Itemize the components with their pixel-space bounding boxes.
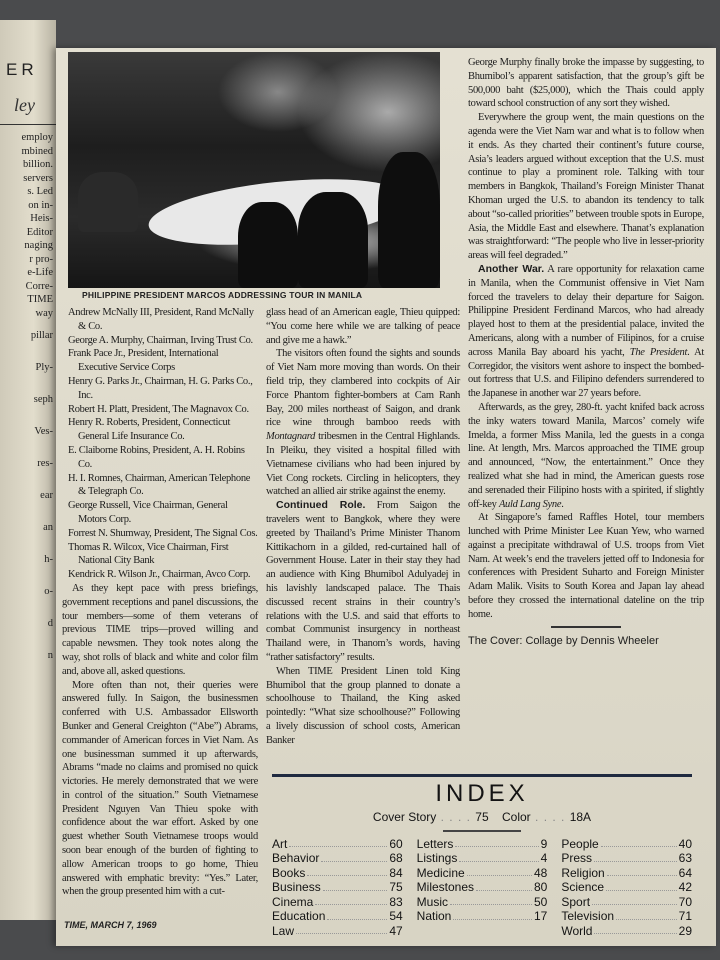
tour-member: Thomas R. Wilcox, Vice Chairman, First National City Bank (68, 541, 229, 567)
index-entry (272, 924, 403, 939)
paragraph: Everywhere the group went, the main questions on the agenda were the Viet Nam war and what is to follow when it ends. As they charted their continent’s future course, Asia’s leaders argued without exception that the U.S. must continue to play a prominent role. Talking with tour members in Bangkok, Thailand’s Foreign Minister Thanat Khoman urged the U.S. to abandon its tendency to talk about “so-called priorities” between trouble spots in Europe, Asia, the Middle East and elsewhere. Thanat’s explanation was straightforward: “The people who live in lesser-priority areas will feel degraded.” (468, 112, 704, 262)
index-section: Cinema (272, 894, 314, 909)
index-page-number: 64 (678, 865, 693, 880)
leader-dots (601, 837, 677, 848)
index-entry (272, 880, 403, 895)
magazine-page (56, 48, 716, 946)
text: The visitors often found the sights and sounds of Viet Nam more moving than words. On their field trip, they clambered into cockpits of Air Force Phantom fighter-bombers at Cam Ranh Bay, 200 miles northeast of Saigon, and drank rice wine through bamboo reeds with (266, 348, 460, 429)
index-section: Art (272, 836, 288, 851)
cover-story-page: 75 (475, 810, 489, 824)
index-page-number: 60 (389, 836, 403, 851)
index-section: Education (272, 909, 326, 923)
facing-page-text: h- (44, 554, 53, 565)
facing-page-text: way (35, 307, 53, 319)
index-entry (417, 895, 548, 910)
leader-dots (450, 895, 532, 906)
color-label: Color (502, 810, 531, 824)
tour-member: H. I. Romnes, Chairman, American Telephone & Telegraph Co. (68, 472, 251, 498)
facing-page-text: r pro- (29, 253, 53, 265)
paragraph: George Murphy finally broke the impasse by suggesting, to Bhumibol’s apparent satisfaction, that the group’s gift be 500,000 baht ($25,000), which the Thais could apply toward school construction of any sort they wished. (468, 57, 704, 110)
index-page-number: 70 (678, 894, 693, 909)
photo-marcos-addressing-tour (68, 52, 440, 288)
tour-member: Forrest N. Shumway, President, The Signal Cos. (68, 527, 258, 539)
text: A rare opportunity for relaxation came in Manila, when the Communist offensive in Viet Nam forced the travelers to delay their departure for Saigon. Philippine President Ferdinand Marcos, who had already played host to them at the presidential palace, invited the Americans, along with a number of Filipinos, for a cruise across Manila Bay aboard his yacht, (468, 263, 704, 358)
index-entry (272, 909, 403, 924)
index-section: Milestones (416, 880, 475, 894)
index-section: Business (272, 880, 321, 894)
leader-dots (315, 895, 387, 906)
index-page-number: 71 (678, 909, 693, 923)
index-entry (561, 851, 692, 866)
index-entry (417, 880, 548, 895)
index-page-number: 9 (540, 836, 548, 851)
facing-page-signature: ley (14, 95, 35, 115)
facing-page (0, 20, 56, 920)
photo-figure (378, 152, 440, 288)
index-section: Music (416, 894, 449, 909)
cover-story-label: Cover Story (372, 810, 437, 824)
tour-member: Henry G. Parks Jr., Chairman, H. G. Parks Co., Inc. (68, 375, 253, 401)
leader-dots (323, 880, 388, 891)
photo-figure (78, 172, 138, 232)
tour-member: Henry R. Roberts, President, Connecticut General Life Insurance Co. (68, 417, 231, 443)
tour-member: George A. Murphy, Chairman, Irving Trust Co. (68, 334, 253, 346)
facing-page-text: ear (40, 490, 53, 501)
index-grid (272, 837, 692, 939)
index-column (561, 837, 692, 939)
italic-text: Montagnard (266, 431, 316, 443)
tour-member-list (62, 306, 258, 582)
facing-page-text: billion. (22, 159, 53, 170)
facing-page-text: n (47, 650, 53, 661)
tour-member: George Russell, Vice Chairman, General Motors Corp. (68, 500, 228, 525)
page-footer: TIME, MARCH 7, 1969 (64, 920, 157, 930)
index-highlights (272, 810, 692, 825)
facing-page-text: on in- (28, 199, 53, 211)
index-entry (272, 837, 403, 852)
leader-dots (616, 909, 677, 920)
index-page-number: 50 (533, 894, 548, 909)
index-rule (272, 774, 692, 777)
index-page-number: 40 (678, 836, 693, 851)
text: Afterwards, as the grey, 280-ft. yacht knifed back across the inky waters toward Manila, Marcos’ comely wife Imelda, a former Miss Manila, led the guests in a conga line. At length, Mrs. Marcos approached the TIME group and announced, “Now, the entertainment.” Once they realized what she had in mind, the American guests rose and serenaded their Filipino hosts with a spirited, if slightly off-key (468, 401, 704, 510)
index-section: Science (561, 880, 605, 894)
leader-dots (606, 880, 677, 891)
index-page-number: 63 (678, 851, 693, 865)
tour-member: E. Claiborne Robins, President, A. H. Robins Co. (68, 444, 245, 470)
italic-text: The President (629, 346, 688, 358)
leader-dots: . . . . (530, 810, 570, 824)
tour-member: Andrew McNally III, President, Rand McNally & Co. (68, 307, 254, 332)
paragraph (266, 347, 460, 499)
leader-dots (476, 880, 532, 891)
leader-dots (592, 895, 677, 906)
paragraph: glass head of an American eagle, Thieu quipped: “You come here while we are talking of peace and give me a hawk.” (266, 307, 460, 346)
leader-dots (594, 851, 677, 862)
index-column (417, 837, 548, 939)
index-entry (272, 866, 403, 881)
color-page: 18A (569, 810, 592, 824)
facing-page-text: TIME (27, 294, 53, 305)
facing-page-text: o- (44, 586, 53, 597)
index-entry (417, 866, 548, 881)
paragraph: At Singapore’s famed Raffles Hotel, tour members lunched with Prime Minister Lee Kuan Yew, who warned against a precipitate withdrawal of U.S. troops from Viet Nam. At week’s end the travelers jetted off to Indonesia for conferences with President Suharto and Foreign Minister Adam Malik. Visits to South Korea and Japan lay ahead before they crossed the international dateline on the trip home. (468, 512, 704, 620)
index-page-number: 68 (389, 851, 403, 865)
index-page-number: 47 (389, 923, 403, 938)
facing-page-text: seph (33, 394, 53, 405)
index-page-number: 4 (540, 851, 548, 865)
paragraph (468, 401, 704, 511)
photo-caption: PHILIPPINE PRESIDENT MARCOS ADDRESSING TOUR IN MANILA (82, 290, 363, 300)
text: tribesmen in the Central Highlands. In Pleiku, they visited a hospital filled with Vietnamese civilians who had been injured by Viet Cong rockets. Circling in helicopters, they watched an allied air strike against the enemy. (266, 431, 460, 498)
paragraph (266, 499, 460, 665)
index-title: INDEX (435, 780, 529, 807)
facing-page-text: Heis- (30, 213, 53, 224)
cover-credit: The Cover: Collage by Dennis Wheeler (468, 634, 659, 647)
index-section: Press (561, 851, 593, 865)
facing-page-text: employ (21, 132, 53, 143)
paragraph: As they kept pace with press briefings, government receptions and panel discussions, the tour members—some of them veterans of previous TIME trips—proved willing and capable newsmen. They took notes along the way, shot rolls of black and white and color film and, above all, asked questions. (62, 582, 258, 677)
index-section: Television (561, 909, 615, 923)
facing-page-text: naging (24, 240, 53, 251)
index-page-number: 54 (389, 909, 403, 923)
italic-text: Auld Lang Syne (498, 498, 562, 510)
index-page-number: 83 (389, 894, 403, 909)
photo-figure (238, 202, 298, 288)
leader-dots (327, 909, 387, 920)
facing-page-text: mbined (21, 145, 53, 157)
subhead: Continued Role. (276, 499, 366, 512)
leader-dots (459, 851, 538, 862)
leader-dots (594, 924, 676, 935)
index-entry (561, 880, 692, 895)
index-entry (561, 909, 692, 924)
facing-page-text: s. Led (27, 186, 53, 197)
index-section: Behavior (272, 851, 320, 865)
index-section: Listings (416, 851, 458, 865)
facing-page-text: Editor (26, 226, 53, 238)
index-page-number: 80 (533, 880, 548, 894)
tour-member: Frank Pace Jr., President, International Executive Service Corps (68, 348, 219, 374)
index-section: Law (272, 923, 295, 938)
paragraph: When TIME President Linen told King Bhumibol that the group planned to donate a schoolhouse to Thailand, the King asked pointedly: “What size schoolhouse?” Following a lively discussion of school costs, American Banker (266, 665, 460, 746)
tour-member: Kendrick R. Wilson Jr., Chairman, Avco Corp. (68, 569, 251, 581)
leader-dots: . . . . (436, 810, 476, 824)
index-section: Sport (561, 894, 591, 909)
facing-page-text: Ply- (35, 362, 53, 373)
index-section: World (561, 923, 593, 938)
divider (551, 626, 621, 628)
index-section: Nation (416, 909, 452, 923)
leader-dots (453, 909, 532, 920)
index-page-number: 84 (389, 865, 403, 880)
divider (443, 830, 521, 832)
facing-page-text: e-Life (27, 267, 53, 278)
index-page-number: 17 (533, 909, 548, 923)
facing-page-text: pillar (30, 330, 53, 341)
facing-page-header: ER (6, 60, 38, 79)
leader-dots (289, 837, 387, 848)
index-page-number: 48 (533, 865, 548, 880)
index-section: Medicine (416, 865, 465, 880)
leader-dots (296, 924, 387, 935)
leader-dots (307, 866, 387, 877)
leader-dots (321, 851, 387, 862)
tour-member: Robert H. Platt, President, The Magnavox Co. (68, 403, 249, 415)
leader-dots (607, 866, 677, 877)
subhead: Another War. (478, 262, 545, 275)
index-page-number: 42 (678, 880, 693, 894)
paragraph (468, 263, 704, 401)
index-entry (561, 837, 692, 852)
article-column-3 (468, 56, 704, 648)
index-column (272, 837, 403, 939)
facing-page-text: an (43, 522, 53, 533)
facing-page-text: Ves- (34, 426, 53, 437)
divider (0, 124, 56, 125)
index-section: Books (272, 865, 306, 880)
index-entry (561, 924, 692, 939)
facing-page-text: d (47, 618, 53, 629)
index-entry (272, 851, 403, 866)
paragraph: More often than not, their queries were answered fully. In Saigon, the businessmen conferred with U.S. Ambassador Ellsworth Bunker and General Creighton (“Abe”) Abrams, commander of American forces in Viet Nam. As one businessman summed it up afterwards, Abrams “made no claims and promised no quick victories. He merely demonstrated that we were in control of the situation.” South Vietnamese President Nguyen Van Thieu spoke with confidence about the war effort. Asked by one guest whether South Vietnamese troops would soon bear enough of the burden of fighting to allow American troops to go home, Thieu answered with emphatic brevity: “Yes.” Later, when the group presented him with a cut- (62, 679, 258, 898)
photo-figure (298, 192, 368, 288)
index-section: People (561, 836, 599, 851)
facing-page-text: Corre- (25, 280, 53, 292)
index-entry (417, 837, 548, 852)
index-entry (417, 851, 548, 866)
index-entry (417, 909, 548, 924)
index-entry (272, 895, 403, 910)
text: . (561, 498, 564, 510)
index-box (272, 780, 692, 938)
index-entry (561, 895, 692, 910)
text: . At Corregidor, the visitors went ashore to inspect the bombed-out fortress that U.S. and Filipino defenders surrendered to the Japanese in another war 27 years before. (468, 346, 705, 400)
article-column-1 (62, 306, 258, 899)
leader-dots (455, 837, 538, 848)
facing-page-text: res- (37, 458, 53, 469)
index-page-number: 75 (389, 880, 403, 894)
facing-page-text: servers (23, 172, 53, 184)
index-section: Religion (561, 865, 605, 880)
index-section: Letters (416, 836, 454, 851)
index-page-number: 29 (678, 923, 693, 938)
index-entry (561, 866, 692, 881)
article-column-2 (266, 306, 460, 748)
text: From Saigon the travelers went to Bangkok, where they were greeted by Thailand’s Prime Minister Thanom Kittikachorn in a gilded, red-curtained hall of Government House. Later in their stay they had an audience with King Bhumibol Adulyadej in his lavishly landscaped palace. The Thais discussed recent strains in their country’s relations with the U.S. and said that efforts to combat Communist insurgency in northeast Thailand were, in Thanom’s words, having “rather satisfactory” results. (266, 500, 460, 663)
leader-dots (467, 866, 532, 877)
